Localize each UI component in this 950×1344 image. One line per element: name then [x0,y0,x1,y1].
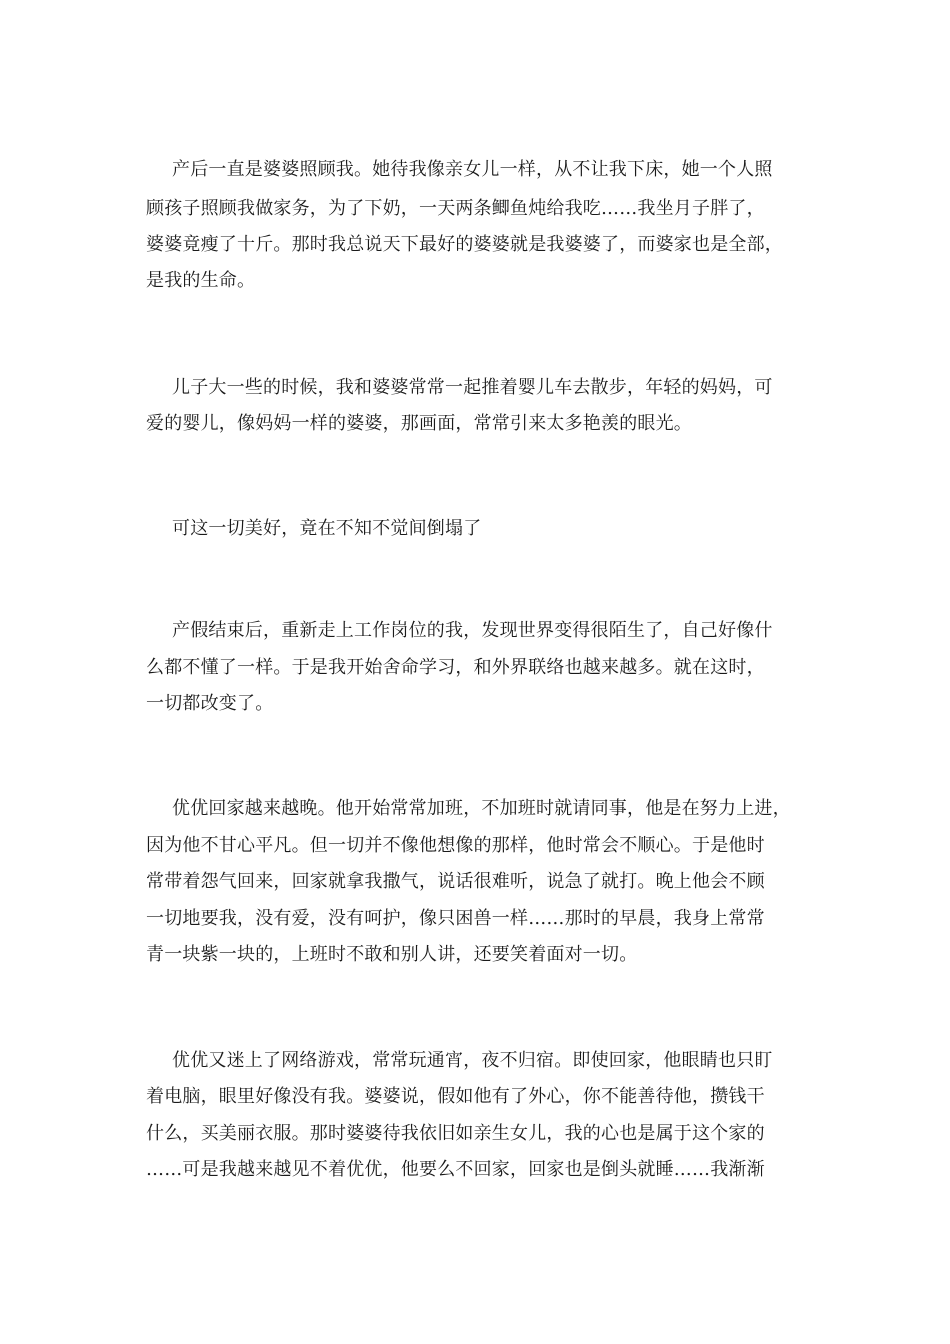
paragraph-6-line-1: 优优又迷上了网络游戏，常常玩通宵，夜不归宿。即使回家，他眼睛也只盯 [172,1050,773,1071]
paragraph-5-line-3: 常带着怨气回来，回家就拿我撒气，说话很难听，说急了就打。晚上他会不顾 [146,871,765,892]
paragraph-1-line-3: 婆婆竟瘦了十斤。那时我总说天下最好的婆婆就是我婆婆了，而婆家也是全部， [146,234,783,255]
paragraph-4-line-1: 产假结束后，重新走上工作岗位的我，发现世界变得很陌生了，自己好像什 [172,620,773,641]
paragraph-5-line-2: 因为他不甘心平凡。但一切并不像他想像的那样，他时常会不顺心。于是他时 [146,835,765,856]
paragraph-4-line-2: 么都不懂了一样。于是我开始舍命学习，和外界联络也越来越多。就在这时， [146,657,765,678]
paragraph-2-line-1: 儿子大一些的时候，我和婆婆常常一起推着婴儿车去散步，年轻的妈妈，可 [172,377,773,398]
paragraph-1-line-2: 顾孩子照顾我做家务，为了下奶，一天两条鲫鱼炖给我吃……我坐月子胖了， [146,198,765,219]
paragraph-1-line-4: 是我的生命。 [146,270,256,291]
paragraph-6-line-2: 着电脑，眼里好像没有我。婆婆说，假如他有了外心，你不能善待他，攒钱干 [146,1086,765,1107]
paragraph-6-line-3: 什么，买美丽衣服。那时婆婆待我依旧如亲生女儿，我的心也是属于这个家的 [146,1123,765,1144]
paragraph-6-line-4: ……可是我越来越见不着优优，他要么不回家，回家也是倒头就睡……我渐渐 [146,1159,765,1180]
paragraph-5-line-5: 青一块紫一块的，上班时不敢和别人讲，还要笑着面对一切。 [146,944,638,965]
paragraph-5-line-4: 一切地要我，没有爱，没有呵护，像只困兽一样……那时的早晨，我身上常常 [146,908,765,929]
paragraph-2-line-2: 爱的婴儿，像妈妈一样的婆婆，那画面，常常引来太多艳羡的眼光。 [146,413,692,434]
paragraph-1-line-1: 产后一直是婆婆照顾我。她待我像亲女儿一样，从不让我下床，她一个人照 [172,159,773,180]
paragraph-4-line-3: 一切都改变了。 [146,693,274,714]
paragraph-5-line-1: 优优回家越来越晚。他开始常常加班，不加班时就请同事，他是在努力上进， [172,798,791,819]
paragraph-3-line-1: 可这一切美好，竟在不知不觉间倒塌了 [172,518,482,539]
